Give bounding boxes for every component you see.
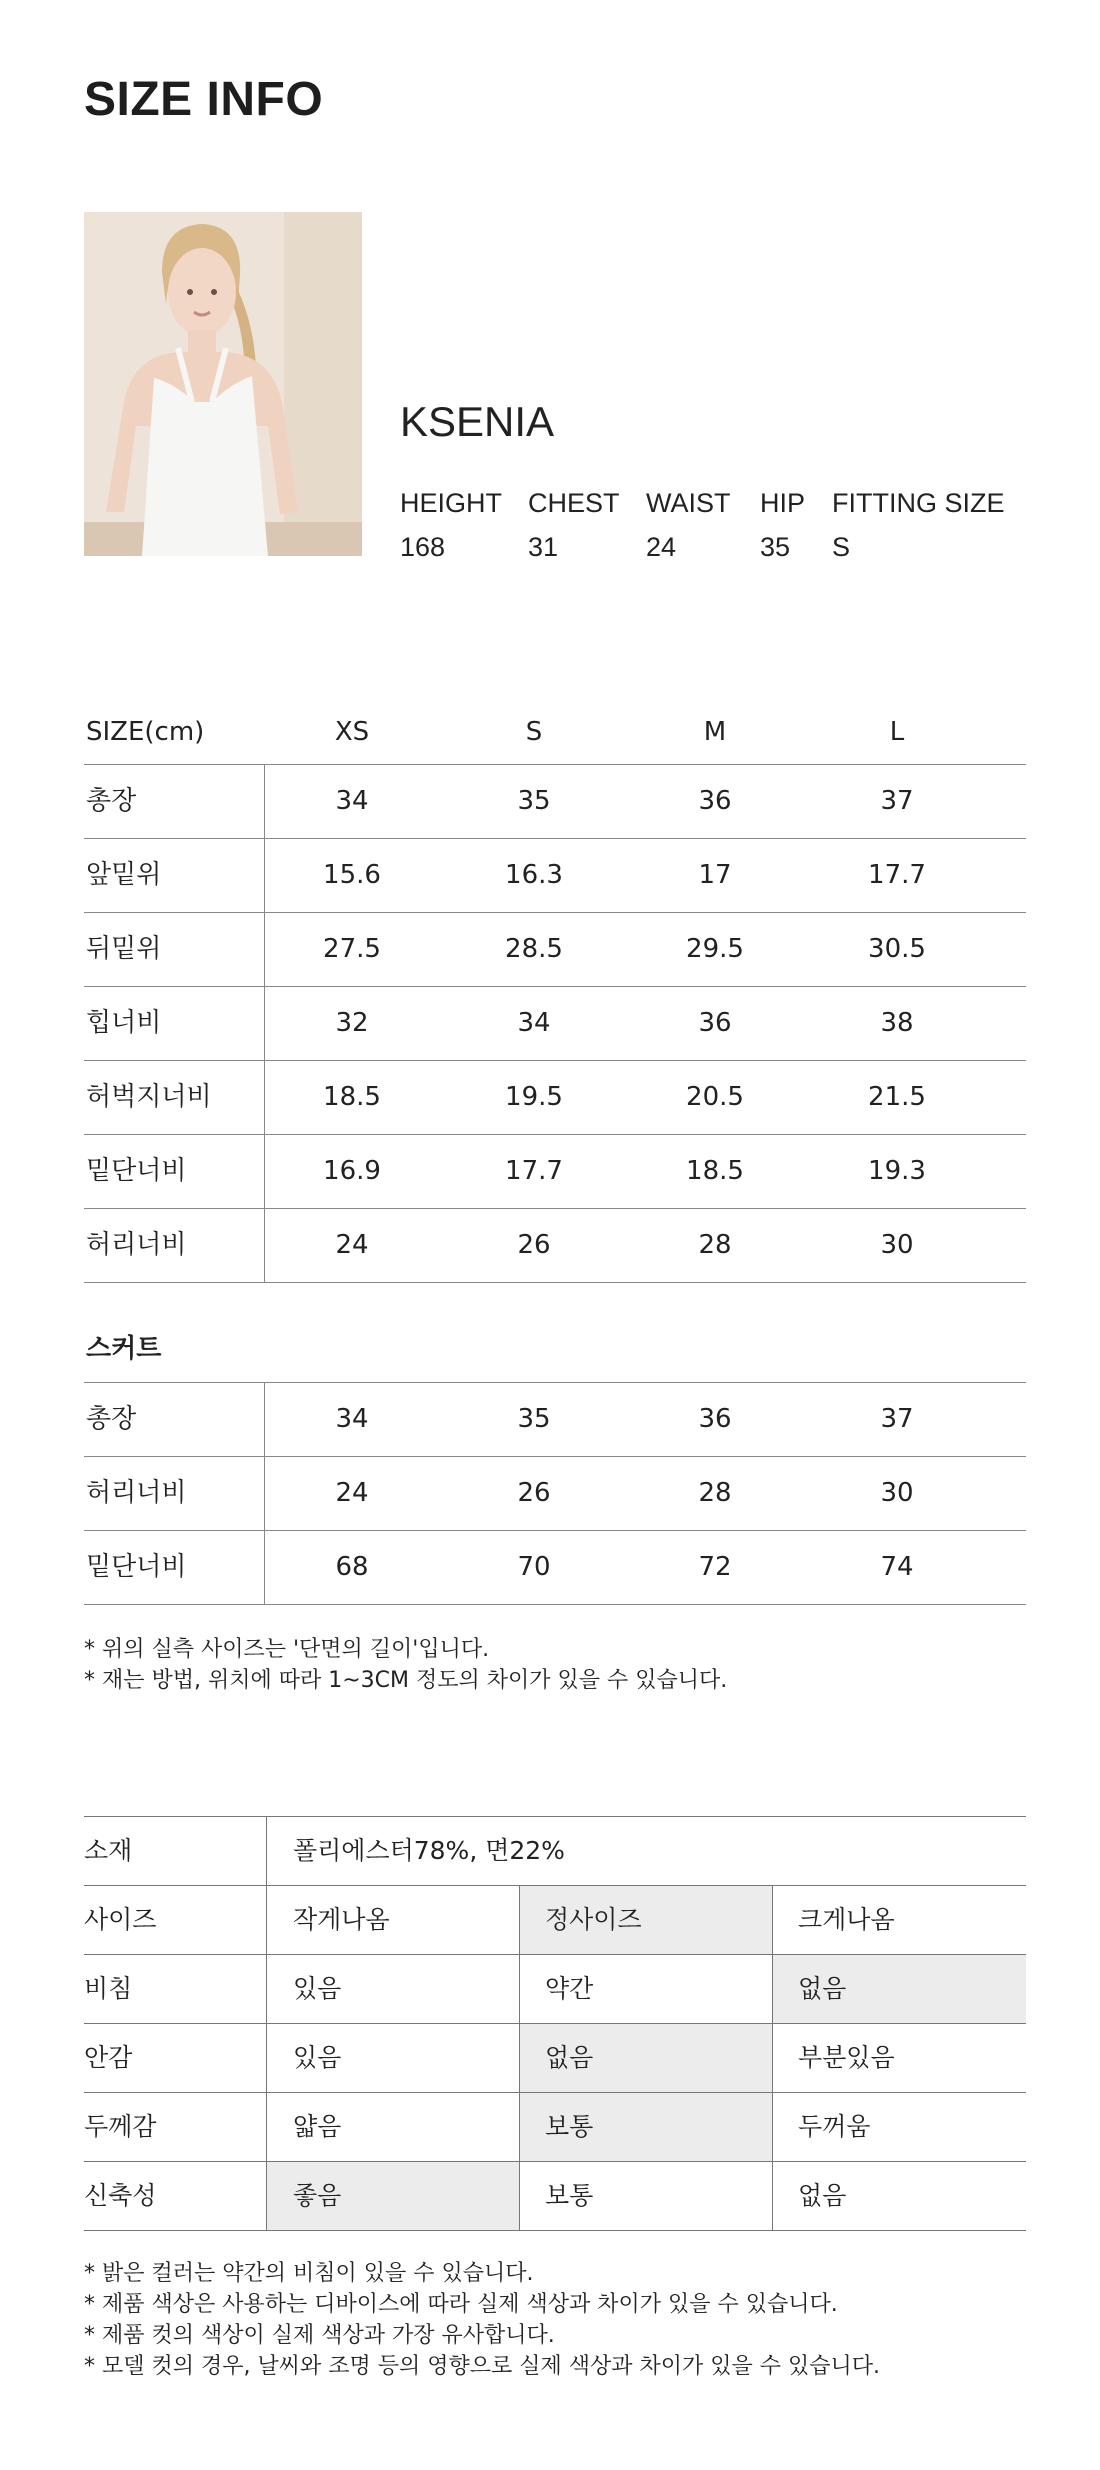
spec-option: 두꺼움 <box>798 2112 871 2141</box>
stat-label-hip: HIP <box>760 488 806 518</box>
size-row-label: 뒤밑위 <box>86 934 162 964</box>
size-row <box>84 1383 1026 1457</box>
size-cell: 29.5 <box>686 934 744 964</box>
spec-option-selected: 없음 <box>519 2024 772 2092</box>
size-cell: 30 <box>880 1230 914 1260</box>
size-cell: 15.6 <box>323 860 381 890</box>
size-cell: 16.3 <box>505 860 563 890</box>
size-cell: 35 <box>517 786 551 816</box>
size-row <box>84 1531 1026 1605</box>
size-cell: 20.5 <box>686 1082 744 1112</box>
size-cell: 26 <box>517 1478 551 1508</box>
size-cell: 28.5 <box>505 934 563 964</box>
size-row <box>84 765 1026 839</box>
size-cell: 36 <box>698 786 732 816</box>
size-cell: 72 <box>698 1552 732 1582</box>
spec-option: 보통 <box>545 2181 594 2210</box>
size-cell: 30.5 <box>868 934 926 964</box>
size-cell: 24 <box>335 1230 369 1260</box>
stat-label-fitting-size: FITTING SIZE <box>832 488 1005 518</box>
size-row-label: 허리너비 <box>86 1478 187 1508</box>
stat-value-height: 168 <box>400 532 446 562</box>
spec-row <box>84 2024 1026 2093</box>
model-name: KSENIA <box>400 398 555 445</box>
spec-table <box>84 1816 1026 2231</box>
size-row <box>84 839 1026 913</box>
stat-value-hip: 35 <box>760 532 791 562</box>
stat-value-waist: 24 <box>646 532 677 562</box>
size-cell: 17 <box>698 860 732 890</box>
spec-option-selected: 좋음 <box>267 2162 519 2230</box>
size-cell: 24 <box>335 1478 369 1508</box>
size-cell: 30 <box>880 1478 914 1508</box>
color-note: * 밝은 컬러는 약간의 비침이 있을 수 있습니다. <box>84 2261 534 2286</box>
size-cell: 17.7 <box>505 1156 563 1186</box>
size-cell: 35 <box>517 1404 551 1434</box>
size-row-label: 허리너비 <box>86 1230 187 1260</box>
size-cell: 68 <box>335 1552 369 1582</box>
size-cell: 18.5 <box>686 1156 744 1186</box>
stat-value-chest: 31 <box>528 532 559 562</box>
size-row <box>84 913 1026 987</box>
size-cell: 17.7 <box>868 860 926 890</box>
color-notes <box>84 2258 880 2382</box>
measure-note: * 위의 실측 사이즈는 '단면의 길이'입니다. <box>84 1637 490 1662</box>
spec-option: 있음 <box>293 1974 342 2003</box>
spec-label: 사이즈 <box>84 1905 157 1934</box>
stat-label-chest: CHEST <box>528 488 620 518</box>
size-s: S <box>525 717 543 747</box>
spec-label: 두께감 <box>84 2112 157 2141</box>
spec-row <box>84 2162 1026 2231</box>
size-row-label: 밑단너비 <box>86 1552 187 1582</box>
size-cell: 38 <box>880 1008 914 1038</box>
size-cell: 28 <box>698 1478 732 1508</box>
spec-value: 폴리에스터78%, 면22% <box>293 1836 565 1865</box>
size-cell: 19.5 <box>505 1082 563 1112</box>
size-row-label: 힙너비 <box>86 1008 162 1038</box>
size-cell: 16.9 <box>323 1156 381 1186</box>
spec-option: 얇음 <box>293 2112 342 2141</box>
size-row <box>84 1135 1026 1209</box>
measure-notes <box>84 1634 727 1696</box>
stat-label-height: HEIGHT <box>400 488 503 518</box>
spec-option: 부분있음 <box>798 2043 895 2072</box>
size-cell: 34 <box>335 786 369 816</box>
spec-label: 소재 <box>84 1836 133 1865</box>
size-cell: 18.5 <box>323 1082 381 1112</box>
size-row-label: 앞밑위 <box>86 860 162 890</box>
size-cell: 70 <box>517 1552 551 1582</box>
size-table-top <box>84 765 1026 1283</box>
size-row <box>84 1061 1026 1135</box>
spec-option: 있음 <box>293 2043 342 2072</box>
spec-label: 안감 <box>84 2043 133 2072</box>
color-note: * 제품 색상은 사용하는 디바이스에 따라 실제 색상과 차이가 있을 수 있습니다. <box>84 2292 838 2317</box>
stat-label-waist: WAIST <box>646 488 731 518</box>
model-photo-illustration <box>84 212 362 556</box>
spec-row-material <box>84 1817 1026 1886</box>
stat-value-fitting-size: S <box>832 532 851 562</box>
size-cell: 36 <box>698 1008 732 1038</box>
spec-label: 비침 <box>84 1974 133 2003</box>
spec-row <box>84 2093 1026 2162</box>
page-title: SIZE INFO <box>84 73 324 126</box>
size-cell: 19.3 <box>868 1156 926 1186</box>
size-row <box>84 987 1026 1061</box>
spec-row <box>84 1886 1026 1955</box>
size-cell: 37 <box>880 1404 914 1434</box>
size-cell: 74 <box>880 1552 914 1582</box>
size-header-label: SIZE(cm) <box>86 717 205 747</box>
size-cell: 34 <box>335 1404 369 1434</box>
spec-option: 크게나옴 <box>798 1905 895 1934</box>
size-cell: 27.5 <box>323 934 381 964</box>
size-table-header <box>84 714 1026 765</box>
color-note: * 제품 컷의 색상이 실제 색상과 가장 유사합니다. <box>84 2323 555 2348</box>
size-row-label: 총장 <box>86 1404 137 1434</box>
size-row-label: 총장 <box>86 786 137 816</box>
color-note: * 모델 컷의 경우, 날씨와 조명 등의 영향으로 실제 색상과 차이가 있을 수 있습니다. <box>84 2354 880 2379</box>
size-m: M <box>703 717 727 747</box>
spec-option-selected: 보통 <box>519 2093 772 2161</box>
spec-option: 작게나옴 <box>293 1905 390 1934</box>
size-cell: 26 <box>517 1230 551 1260</box>
spec-option: 없음 <box>798 2181 847 2210</box>
size-cell: 36 <box>698 1404 732 1434</box>
size-cell: 37 <box>880 786 914 816</box>
size-l: L <box>889 717 905 747</box>
spec-option-selected: 정사이즈 <box>519 1886 772 1954</box>
measure-note: * 재는 방법, 위치에 따라 1~3CM 정도의 차이가 있을 수 있습니다. <box>84 1668 728 1693</box>
size-cell: 28 <box>698 1230 732 1260</box>
size-table-skirt <box>84 1382 1026 1605</box>
size-row <box>84 1457 1026 1531</box>
spec-option-selected: 없음 <box>772 1955 1026 2023</box>
size-row-label: 허벅지너비 <box>86 1082 212 1112</box>
size-cell: 21.5 <box>868 1082 926 1112</box>
size-cell: 32 <box>335 1008 369 1038</box>
spec-label: 신축성 <box>84 2181 157 2210</box>
size-cell: 34 <box>517 1008 551 1038</box>
size-row <box>84 1209 1026 1283</box>
model-photo <box>84 212 362 556</box>
size-row-label: 밑단너비 <box>86 1156 187 1186</box>
skirt-section-label: 스커트 <box>86 1334 162 1364</box>
spec-option: 약간 <box>545 1974 594 2003</box>
size-xs: XS <box>334 717 370 747</box>
spec-row <box>84 1955 1026 2024</box>
